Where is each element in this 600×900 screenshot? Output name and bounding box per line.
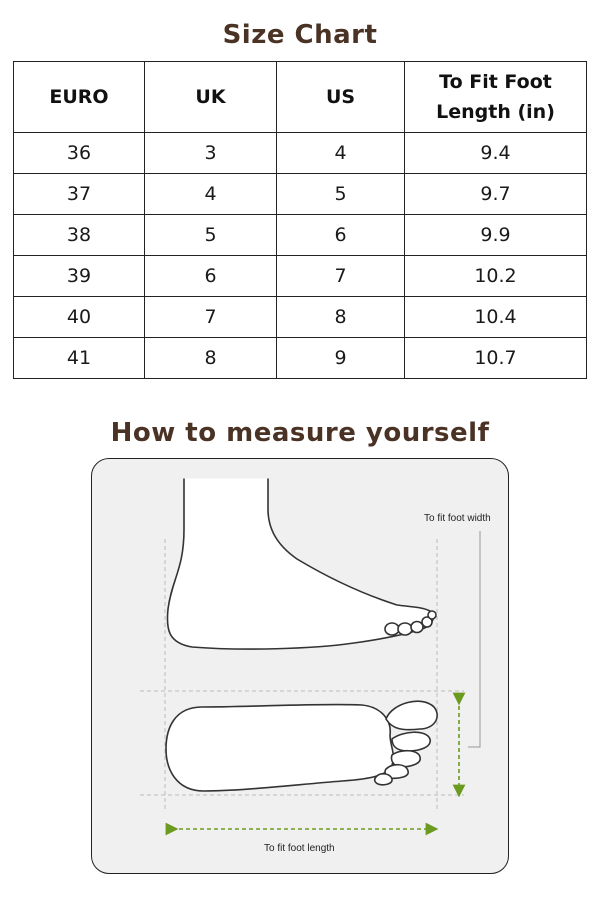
cell-euro: 41: [14, 338, 145, 379]
cell-uk: 7: [145, 297, 277, 338]
header-euro: EURO: [14, 62, 145, 133]
table-row: [14, 133, 587, 174]
header-foot-length: To Fit Foot Length (in): [405, 62, 587, 133]
foot-measure-diagram: [91, 458, 509, 874]
cell-length: 9.7: [405, 174, 587, 215]
cell-uk: 3: [145, 133, 277, 174]
table-header-row: [14, 62, 587, 133]
measure-section-title: How to measure yourself: [110, 418, 490, 448]
page-title: Size Chart: [222, 20, 378, 50]
cell-us: 4: [277, 133, 405, 174]
cell-euro: 37: [14, 174, 145, 215]
cell-us: 5: [277, 174, 405, 215]
foot-sole-view-icon: [166, 701, 437, 791]
cell-euro: 39: [14, 256, 145, 297]
table-row: [14, 174, 587, 215]
cell-us: 9: [277, 338, 405, 379]
header-us: US: [277, 62, 405, 133]
cell-length: 10.2: [405, 256, 587, 297]
cell-length: 10.7: [405, 338, 587, 379]
cell-length: 9.4: [405, 133, 587, 174]
cell-uk: 6: [145, 256, 277, 297]
cell-length: 10.4: [405, 297, 587, 338]
cell-uk: 5: [145, 215, 277, 256]
cell-uk: 4: [145, 174, 277, 215]
foot-side-view-icon: [167, 477, 436, 649]
cell-uk: 8: [145, 338, 277, 379]
cell-length: 9.9: [405, 215, 587, 256]
width-label: To fit foot width: [424, 513, 491, 524]
cell-us: 7: [277, 256, 405, 297]
table-row: [14, 338, 587, 379]
table-row: [14, 256, 587, 297]
length-label: To fit foot length: [264, 843, 335, 854]
header-uk: UK: [145, 62, 277, 133]
cell-euro: 38: [14, 215, 145, 256]
cell-euro: 40: [14, 297, 145, 338]
size-chart-table: [13, 61, 587, 379]
table-row: [14, 297, 587, 338]
table-row: [14, 215, 587, 256]
cell-us: 6: [277, 215, 405, 256]
cell-us: 8: [277, 297, 405, 338]
cell-euro: 36: [14, 133, 145, 174]
